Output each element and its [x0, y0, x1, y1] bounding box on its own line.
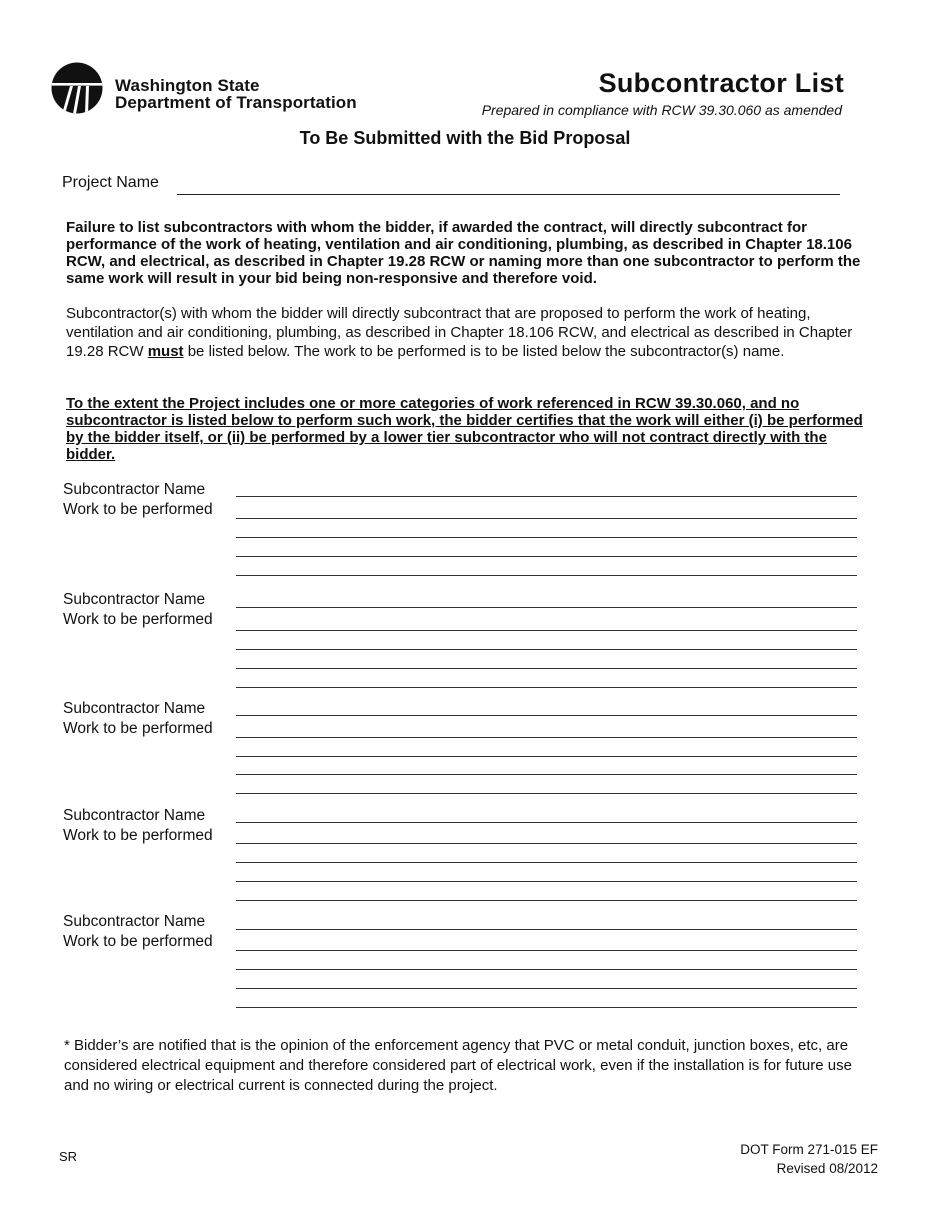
work-to-be-performed-label: Work to be performed: [63, 933, 213, 950]
work-to-be-performed-label: Work to be performed: [63, 501, 213, 518]
subcontractor-entry: [0, 912, 950, 1012]
work-description-line[interactable]: [236, 649, 857, 650]
work-description-line[interactable]: [236, 630, 857, 631]
form-title: Subcontractor List: [598, 68, 844, 98]
work-description-line[interactable]: [236, 969, 857, 970]
project-name-field[interactable]: [177, 194, 840, 195]
work-description-line[interactable]: [236, 950, 857, 951]
noncompliance-warning: Failure to list subcontractors with whom the bidder, if awarded the contract, will directly subcontract for performance of the work of heating, ventilation and air conditioning, plumbing, as described in Chapter 18.106 RCW, and electrical, as described in Chapter 19.28 RCW or naming more than one subcontractor to perform the same work will result in your bid being non-responsive and therefore void.: [66, 219, 861, 287]
work-description-line[interactable]: [236, 988, 857, 989]
electrical-footnote: * Bidder’s are notified that is the opinion of the enforcement agency that PVC or metal conduit, junction boxes, etc, are considered electrical equipment and therefore considered part of electrical work, even if the installation is for future use and no wiring or electrical current is connected during the project.: [64, 1037, 852, 1094]
subcontractor-name-field[interactable]: [236, 496, 857, 497]
work-description-line[interactable]: [236, 575, 857, 576]
work-description-line[interactable]: [236, 556, 857, 557]
work-description-line[interactable]: [236, 756, 857, 757]
listing-instructions: [66, 304, 866, 361]
work-description-line[interactable]: [236, 1007, 857, 1008]
work-to-be-performed-label: Work to be performed: [63, 720, 213, 737]
subcontractor-name-field[interactable]: [236, 607, 857, 608]
subcontractor-entry: [0, 590, 950, 690]
work-description-line[interactable]: [236, 843, 857, 844]
work-to-be-performed-label: Work to be performed: [63, 611, 213, 628]
subcontractor-name-label: Subcontractor Name: [63, 700, 206, 717]
subcontractor-name-field[interactable]: [236, 715, 857, 716]
subcontractor-entry: [0, 806, 950, 906]
wsdot-logo-icon: [50, 62, 104, 114]
work-description-line[interactable]: [236, 881, 857, 882]
form-number: DOT Form 271-015 EF: [740, 1142, 878, 1157]
form-code: SR: [59, 1149, 78, 1164]
organization-name-line1: Washington State: [115, 76, 260, 95]
subcontractor-name-label: Subcontractor Name: [63, 591, 206, 608]
organization-name: [115, 77, 357, 111]
work-description-line[interactable]: [236, 668, 857, 669]
submit-heading: To Be Submitted with the Bid Proposal: [299, 128, 631, 148]
instructions-text-after: be listed below. The work to be performed is to be listed below the subcontractor(s) name.: [183, 343, 785, 360]
instructions-text-before: Subcontractor(s) with whom the bidder will directly subcontract that are proposed to perform the work of heating, ventilation and air conditioning, plumbing, as described in Chapter 18.106 RCW, and electrical as described in Chapter 19.28 RCW: [66, 305, 853, 360]
work-description-line[interactable]: [236, 900, 857, 901]
work-description-line[interactable]: [236, 518, 857, 519]
subcontractor-name-label: Subcontractor Name: [63, 913, 206, 930]
form-subtitle: Prepared in compliance with RCW 39.30.060 as amended: [481, 102, 842, 118]
work-description-line[interactable]: [236, 793, 857, 794]
organization-name-line2: Department of Transportation: [115, 93, 357, 112]
work-to-be-performed-label: Work to be performed: [63, 827, 213, 844]
revision-date: Revised 08/2012: [776, 1161, 878, 1176]
subcontractor-entry: [0, 480, 950, 580]
work-description-line[interactable]: [236, 687, 857, 688]
subcontractor-entry: [0, 699, 950, 799]
subcontractor-name-label: Subcontractor Name: [63, 481, 206, 498]
instructions-emphasis: must: [147, 343, 184, 360]
work-description-line[interactable]: [236, 537, 857, 538]
work-description-line[interactable]: [236, 862, 857, 863]
subcontractor-name-field[interactable]: [236, 929, 857, 930]
work-description-line[interactable]: [236, 737, 857, 738]
subcontractor-name-label: Subcontractor Name: [63, 807, 206, 824]
project-name-label: Project Name: [62, 174, 159, 191]
bidder-certification: To the extent the Project includes one or more categories of work referenced in RCW 39.30.060, and no subcontractor is listed below to perform such work, the bidder certifies that the work will either (i) be performed by the bidder itself, or (ii) be performed by a lower tier subcontractor who will not contract directly with the bidder.: [66, 395, 863, 463]
work-description-line[interactable]: [236, 774, 857, 775]
form-identifier: [740, 1140, 878, 1178]
subcontractor-name-field[interactable]: [236, 822, 857, 823]
